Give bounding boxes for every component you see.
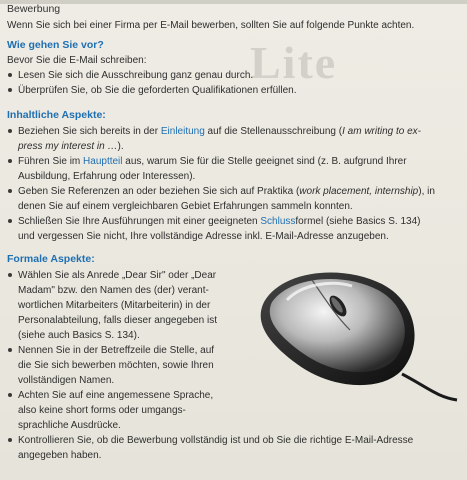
text-run: Geben Sie Referenzen an oder beziehen Sie sich auf Praktika ( <box>18 186 300 197</box>
text-line: die Sie sich bewerben möchten, sowie Ihren <box>18 360 214 371</box>
italic-example: work placement, internship <box>299 186 419 197</box>
text-line: Madam" bzw. den Namen des (der) verant- <box>18 285 209 296</box>
text-run: denen Sie auf einem vergleichbaren Gebiet Erfahrungen sammeln konnten. <box>18 201 353 212</box>
list-item <box>7 124 435 154</box>
list-item <box>7 184 435 214</box>
italic-example: I am writing to ex- <box>342 126 422 137</box>
keyword-einleitung: Einleitung <box>160 126 205 137</box>
text-line: Wählen Sie als Anrede „Dear Sir" oder „Dear <box>18 270 217 281</box>
text-run: Ausbildung, Erfahrung oder Interessen). <box>18 171 196 182</box>
computer-mouse-icon <box>252 262 462 402</box>
text-run: formel (siehe Basics S. 134) <box>295 216 421 227</box>
section1-lead: Bevor Sie die E-Mail schreiben: <box>7 55 147 66</box>
list-item <box>7 214 435 244</box>
text-run: Beziehen Sie sich bereits in der <box>18 126 161 137</box>
text-run: aus, warum Sie für die Stelle geeignet sind (z. B. aufgrund Ihrer <box>122 156 407 167</box>
text-line: Personalabteilung, falls dieser angegeben ist <box>18 315 218 326</box>
keyword-hauptteil: Hauptteil <box>83 156 123 167</box>
text-run: und vergessen Sie nicht, Ihre vollständige Adresse inkl. E-Mail-Adresse anzugeben. <box>18 231 389 242</box>
list-item: Überprüfen Sie, ob Sie die geforderten Qualifikationen erfüllen. <box>7 83 297 98</box>
text-run: ). <box>117 141 124 152</box>
text-run: auf die Stellenausschreibung ( <box>204 126 343 137</box>
list-item: Lesen Sie sich die Ausschreibung ganz genau durch. <box>7 68 297 83</box>
section-heading-inhalt: Inhaltliche Aspekte: <box>7 109 106 121</box>
section-heading-formal: Formale Aspekte: <box>7 253 95 265</box>
text-line: angegeben haben. <box>18 450 102 461</box>
section-heading-vorgehen: Wie gehen Sie vor? <box>7 39 104 51</box>
section2-list <box>7 124 435 244</box>
text-run: Schließen Sie Ihre Ausführungen mit einer geeigneten <box>18 216 261 227</box>
text-line: Achten Sie auf eine angemessene Sprache, <box>18 390 214 401</box>
text-line: Nennen Sie in der Betreffzeile die Stelle, auf <box>18 345 215 356</box>
top-bar <box>0 0 467 4</box>
list-item <box>7 154 435 184</box>
intro-text: Wenn Sie sich bei einer Firma per E-Mail bewerben, sollten Sie auf folgende Punkte achten. <box>7 20 415 31</box>
italic-example: press my interest in … <box>18 141 118 152</box>
keyword-schluss: Schluss <box>260 216 296 227</box>
text-line: sprachliche Ausdrücke. <box>18 420 121 431</box>
background-ghost-print: Lite <box>250 38 338 88</box>
section1-list <box>7 68 297 98</box>
text-line: vollständigen Namen. <box>18 375 115 386</box>
text-line: Kontrollieren Sie, ob die Bewerbung vollständig ist und ob Sie die richtige E-Mail-Adresse <box>18 435 414 446</box>
text-run: Führen Sie im <box>18 156 84 167</box>
text-line: also keine short forms oder umgangs- <box>18 405 186 416</box>
text-line: wortlichen Mitarbeiters (Mitarbeiterin) in der <box>18 300 211 311</box>
text-line: (siehe auch Basics S. 134). <box>18 330 140 341</box>
text-run: ), in <box>418 186 435 197</box>
list-item <box>7 433 413 463</box>
page-title: Bewerbung <box>7 3 61 15</box>
